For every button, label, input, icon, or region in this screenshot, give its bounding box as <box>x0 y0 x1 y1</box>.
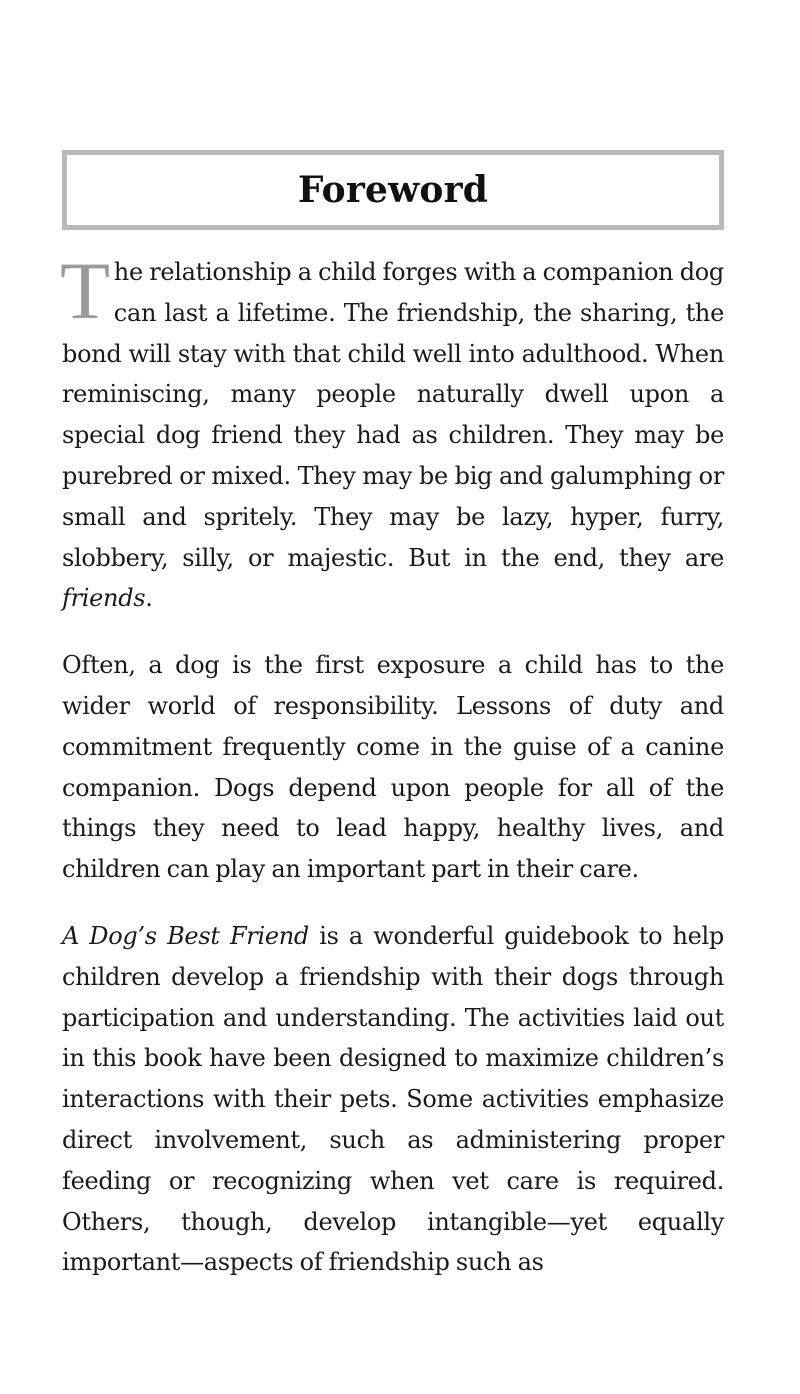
paragraph-3-body: is a wonderful guidebook to help children develop a friendship with their dogs through participation and understanding. The activities laid out in this book have been designed to maximize children’s interactions with their pets. Some activities emphasize direct involvement, such as administering proper feeding or recognizing when vet care is required. Others, though, develop intangible—yet equally important—aspects of friendship such as <box>62 921 724 1277</box>
paragraph-1-end: . <box>145 584 153 613</box>
paragraph-1-body: he relationship a child forges with a companion dog can last a lifetime. The friendship, the sharing, the bond will stay with that child well into adulthood. When reminiscing, many people naturally dwell upon a special dog friend they had as children. They may be purebred or mixed. They may be big and galumphing or small and spritely. They may be lazy, hyper, furry, slobbery, silly, or majestic. But in the end, they are <box>62 258 724 572</box>
paragraph-2: Often, a dog is the first exposure a child has to the wider world of responsibility. Lessons of duty and commitment frequently come in the guise of a canine companion. Dogs depend upon people for all of the things they need to lead happy, healthy lives, and children can play an important part in their care. <box>62 651 724 884</box>
chapter-title: Foreword <box>297 169 489 211</box>
book-title: A Dog’s Best Friend <box>62 921 309 950</box>
paragraph-3 <box>62 916 724 1283</box>
paragraph-1 <box>60 245 724 619</box>
book-page <box>62 150 724 1283</box>
paragraph-1-emphasis: friends <box>62 584 146 613</box>
chapter-title-box <box>62 150 724 230</box>
drop-cap: T <box>60 245 110 336</box>
